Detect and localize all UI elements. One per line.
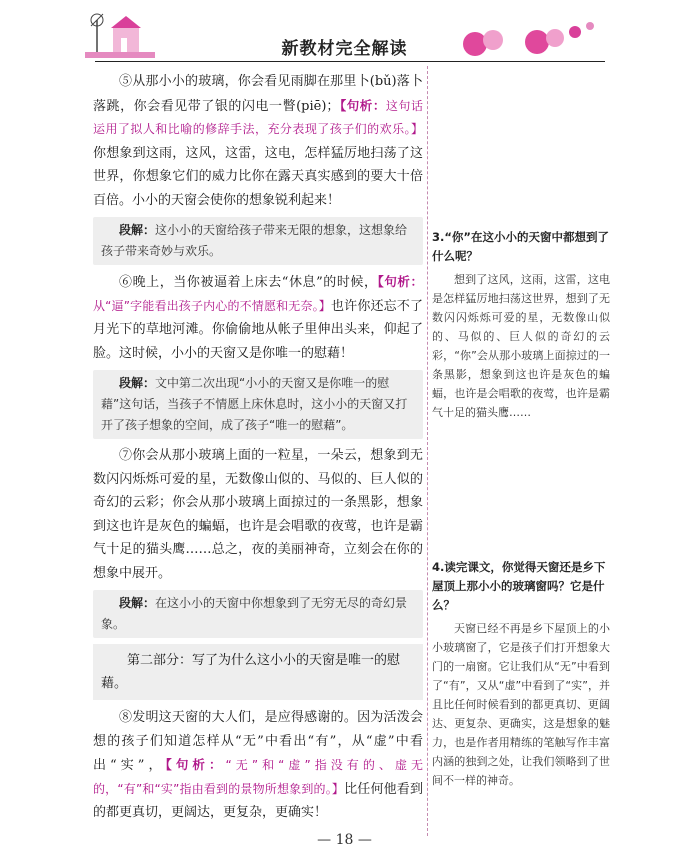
p6-annotation-label: 【句析： (377, 274, 423, 289)
side-question-3 (432, 228, 610, 422)
column-divider (427, 66, 428, 836)
p8-annotation: “无”和“虚”指没有的、虚无的，“有”和“实”指由看到的景物所想象到的。】 (93, 758, 423, 796)
paragraph-8 (93, 706, 423, 825)
paragraph-7: ⑦你会从那小玻璃上面的一粒星，一朵云，想象到无数闪闪烁烁可爱的星，无数像山似的、马似的、巨人似的奇幻的云彩；你会从那小玻璃上面掠过的一条黑影，想象到这也许是灰色的蝙蝠，也许是会唱歌的夜莺，也许是霸气十足的猫头鹰……总之，夜的美丽神奇，立刻会在你的想象中展开。 (93, 448, 423, 581)
page-number: — 18 — (317, 832, 372, 848)
p6-annotation: 从“逼”字能看出孩子内心的不情愿和无奈。】 (93, 298, 331, 313)
p6-lead: ⑥晚上，当你被逼着上床去“休息”的时候， (119, 275, 378, 290)
box1-label: 段解： (119, 223, 156, 237)
segment-analysis-box-3 (93, 590, 423, 638)
part-two-summary: 第二部分：写了为什么这小小的天窗是唯一的慰藉。 (93, 644, 423, 700)
p8-annotation-label: 【句析： (165, 757, 226, 772)
question-3: 3.“你”在这小小的天窗中都想到了什么呢？ (432, 230, 609, 263)
p5-annotation: 这句话运用了拟人和比喻的修辞手法，充分表现了孩子们的欢乐。】 (93, 98, 423, 136)
box3-label: 段解： (119, 596, 156, 610)
header-title: 新教材完全解读 (281, 39, 408, 59)
box2-text: 文中第二次出现“小小的天窗又是你唯一的慰藉”这句话，当孩子不情愿上床休息时，这小小的天窗又打开了孩子想象的空间，成了孩子“唯一的慰藉”。 (101, 376, 408, 432)
segment-analysis-box-2 (93, 370, 423, 439)
header-rule (95, 61, 605, 62)
segment-analysis-box-1 (93, 217, 423, 265)
p6-tail: 也许你还忘不了月光下的草地河滩。你偷偷地从帐子里伸出头来，仰起了脸。这时候，小小的天窗又是你唯一的慰藉！ (93, 298, 423, 361)
p8-tail: 比任何他看到的都更真切，更阔达，更复杂，更确实！ (93, 781, 423, 820)
paragraph-6 (93, 270, 423, 365)
answer-4: 天窗已经不再是乡下屋顶上的小小玻璃窗了，它是孩子们打开想象大门的一扇窗。它让我们从“无”中看到了“有”，又从“虚”中看到了“实”，并且比任何时候看到的都更真切、更阔达、更复杂、更确实，这是想象的魅力，也是作者用精练的笔触写作丰富内涵的独到之处，让我们领略到了世间不一样的神奇。 (432, 622, 610, 787)
box3-text: 在这小小的天窗中你想象到了无穷无尽的奇幻景象。 (101, 596, 408, 631)
main-text-column (93, 70, 423, 825)
question-4: 4.读完课文，你觉得天窗还是乡下屋顶上那小小的玻璃窗吗？它是什么？ (432, 560, 606, 612)
p8-lead: ⑧发明这天窗的大人们，是应得感谢的。因为活泼会想的孩子们知道怎样从“无”中看出“有”，从“虚”中看出“实”， (93, 710, 423, 773)
box1-text: 这小小的天窗给孩子带来无限的想象，这想象给孩子带来奇妙与欢乐。 (101, 223, 408, 258)
answer-3: 想到了这风，这雨，这雷，这电是怎样猛厉地扫荡这世界，想到了无数闪闪烁烁可爱的星，无数像山似的、马似的、巨人似的奇幻的云彩，“你”会从那小玻璃上面掠过的一条黑影，想象到这也许是灰色的蝙蝠，也许是会唱歌的夜莺，也许是霸气十足的猫头鹰…… (432, 273, 610, 419)
p5-lead: ⑤从那小小的玻璃，你会看见雨脚在那里卜(bǔ)落卜落跳，你会看见带了银的闪电一瞥(piē)； (93, 74, 423, 114)
box2-label: 段解： (119, 376, 156, 390)
page-header (0, 0, 689, 62)
paragraph-5 (93, 70, 423, 212)
p5-tail: 你想象到这雨，这风，这雷，这电，怎样猛厉地扫荡了这世界，你想象它们的威力比你在露天真实感到的要大十倍百倍。小小的天窗会使你的想象锐利起来！ (93, 145, 423, 208)
side-question-4 (432, 558, 610, 790)
p5-annotation-label: 【句析： (339, 97, 386, 113)
